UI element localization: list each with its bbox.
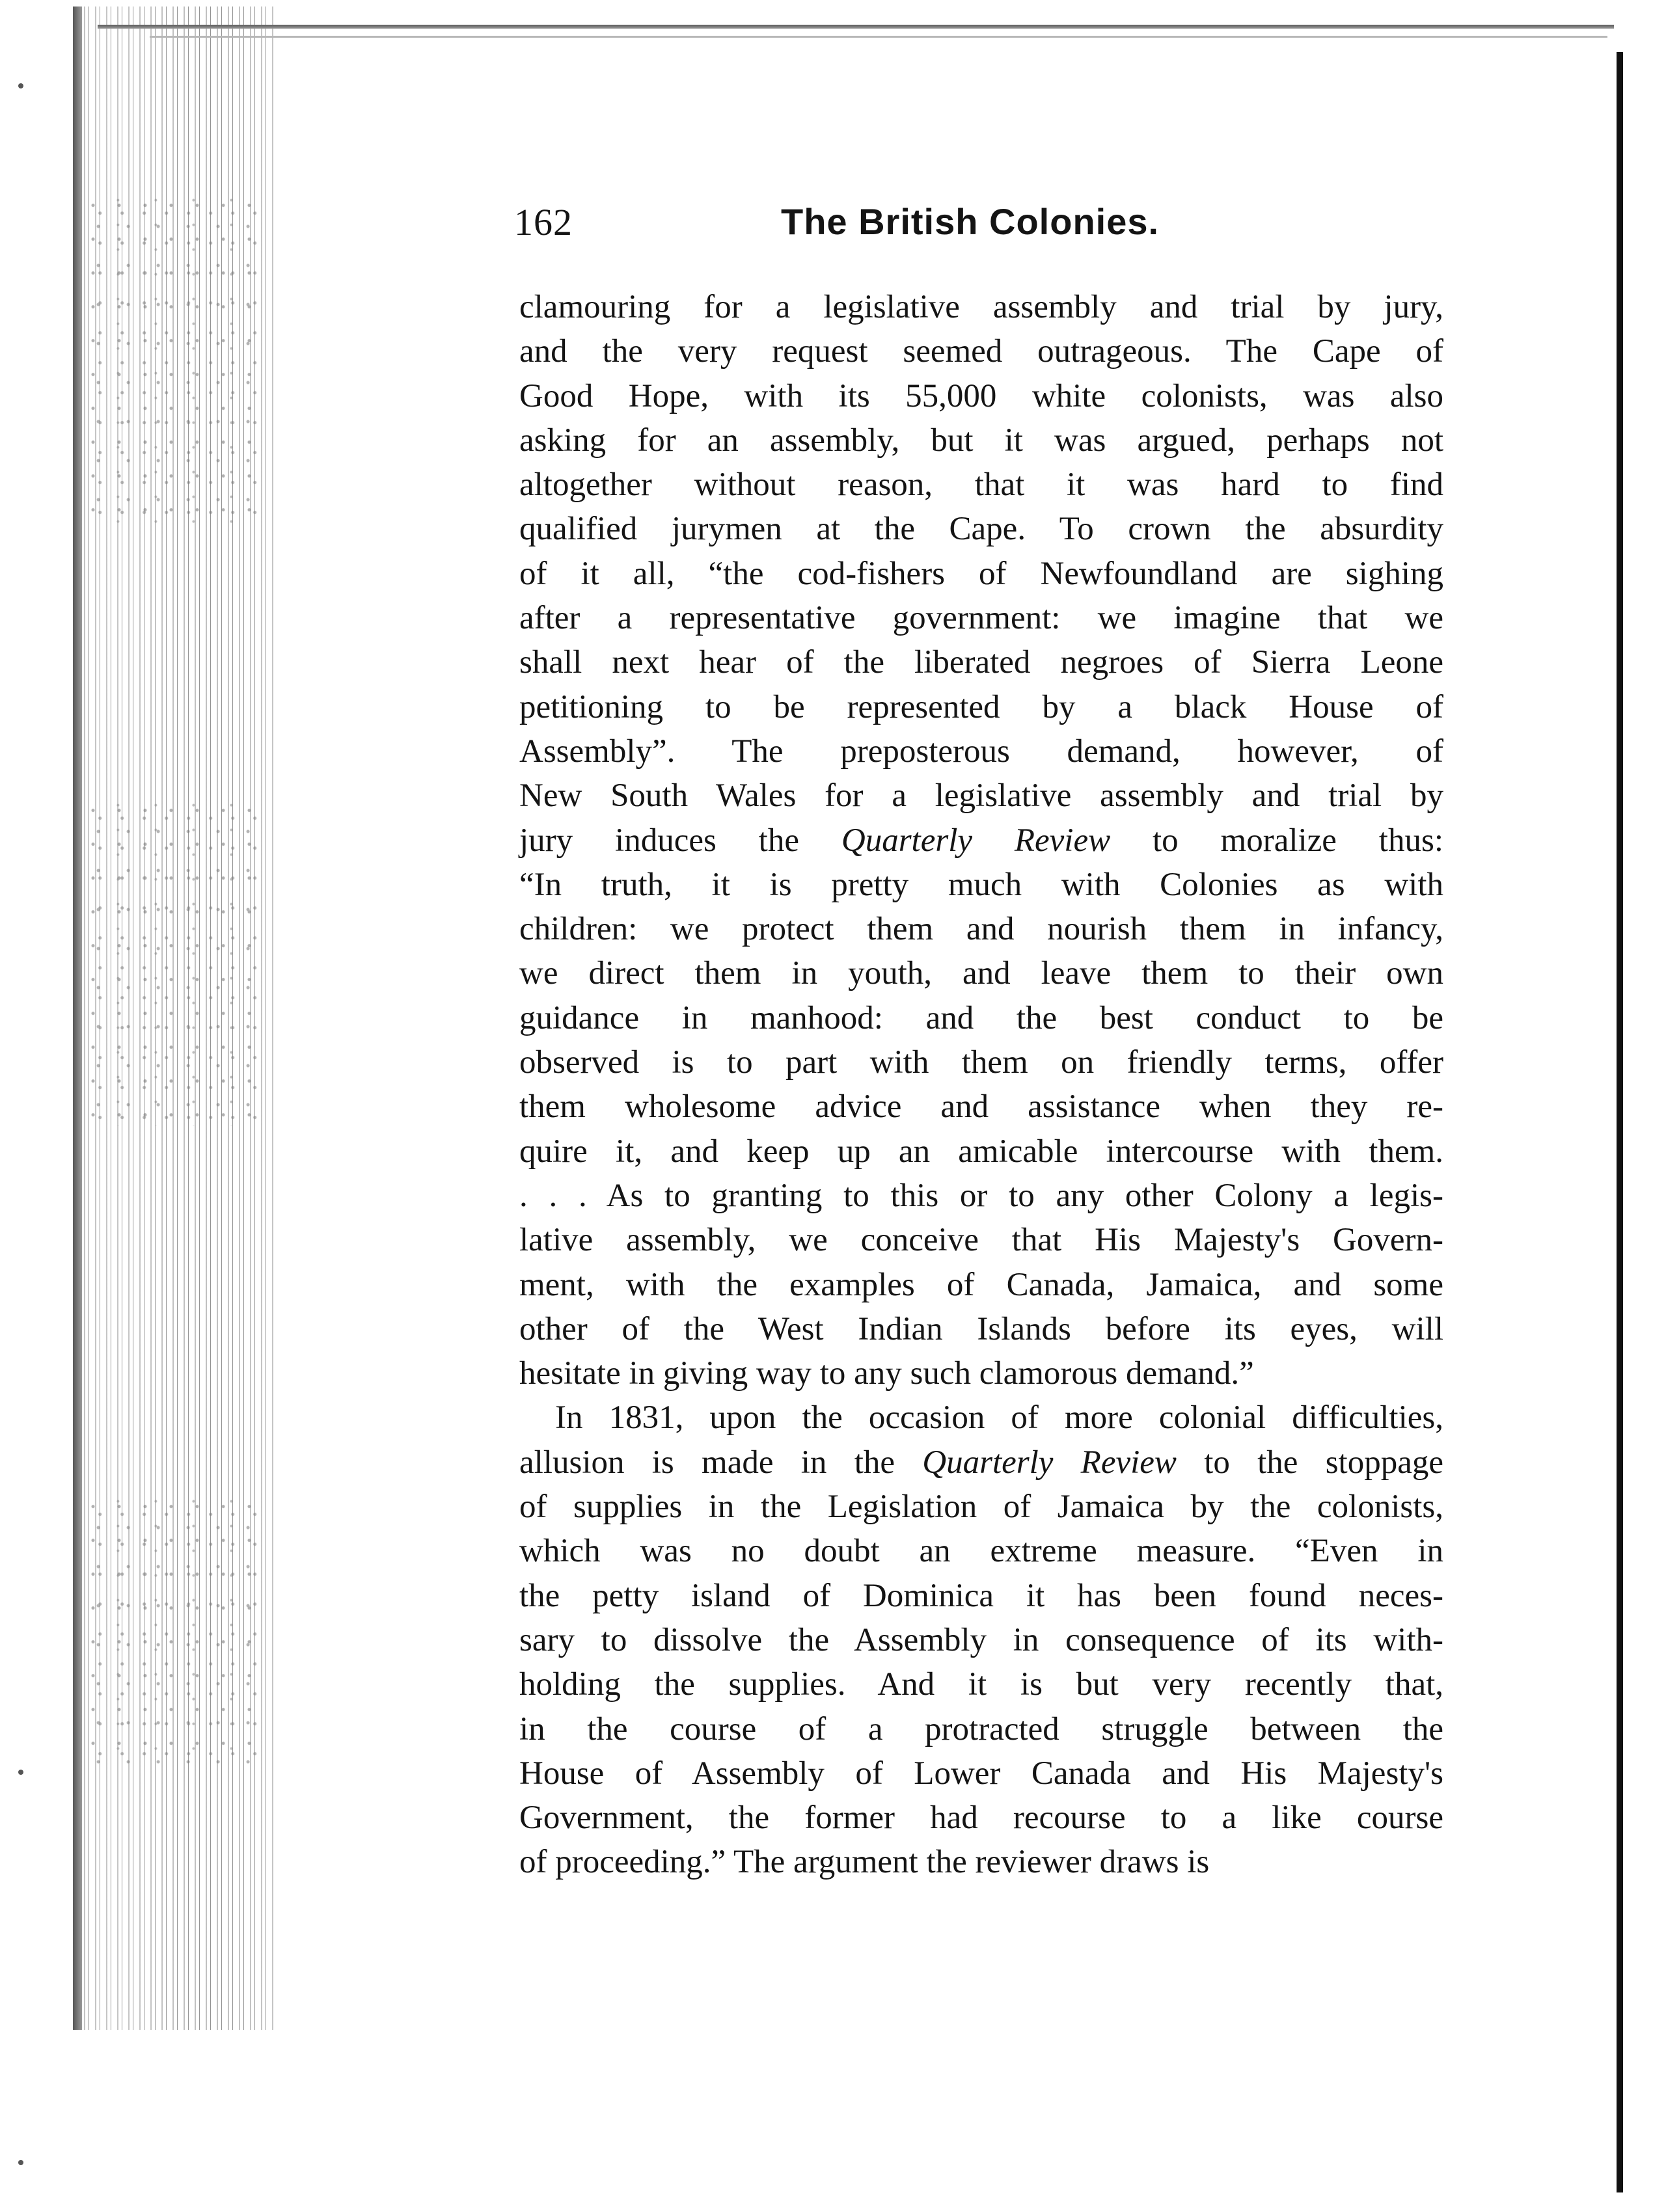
text-line: which was no doubt an extreme measure. “Even in — [519, 1533, 1443, 1570]
text-line: quire it, and keep up an amicable intercourse with them. — [519, 1133, 1443, 1170]
body-text — [519, 285, 1443, 1885]
text-line: of proceeding.” The argument the reviewer draws is — [519, 1844, 1210, 1881]
text-line: shall next hear of the liberated negroes of Sierra Leone — [519, 644, 1443, 681]
scan-speck — [18, 83, 23, 88]
page-top-edge — [98, 25, 1614, 29]
text-line: hesitate in giving way to any such clamorous demand.” — [519, 1355, 1254, 1392]
text-line: Assembly”. The preposterous demand, however, of — [519, 733, 1443, 770]
text-line: asking for an assembly, but it was argued, perhaps not — [519, 422, 1443, 459]
scan-speck — [18, 2160, 23, 2165]
text-line: children: we protect them and nourish them in infancy, — [519, 911, 1443, 948]
text-line: we direct them in youth, and leave them to their own — [519, 955, 1443, 992]
text-line: clamouring for a legislative assembly and trial by jury, — [519, 289, 1443, 325]
text-line: and the very request seemed outrageous. The Cape of — [519, 333, 1443, 370]
text-line: them wholesome advice and assistance when they re- — [519, 1088, 1443, 1126]
page-number: 162 — [514, 201, 573, 243]
text-line: ment, with the examples of Canada, Jamaica, and some — [519, 1266, 1443, 1303]
show-through-marks — [88, 800, 264, 1126]
text-line: guidance in manhood: and the best conduct to be — [519, 999, 1443, 1036]
text-line: lative assembly, we conceive that His Majesty's Govern- — [519, 1222, 1443, 1259]
italic-title: Quarterly Review — [922, 1444, 1177, 1481]
running-head — [514, 200, 1217, 259]
text-line: altogether without reason, that it was hard to find — [519, 466, 1443, 504]
scan-speck — [18, 1770, 23, 1775]
text-line: Good Hope, with its 55,000 white colonists, was also — [519, 377, 1443, 414]
text-line: . . . As to granting to this or to any other Colony a legis- — [519, 1177, 1443, 1214]
page-right-edge — [1617, 52, 1623, 2192]
text-line: In 1831, upon the occasion of more colonial difficulties, — [555, 1399, 1443, 1436]
page-top-edge-inner — [150, 36, 1607, 38]
text-line — [519, 1440, 1443, 1485]
text-segment: to the stoppage — [1176, 1444, 1443, 1481]
text-line: of it all, “the cod-fishers of Newfoundland are sighing — [519, 555, 1443, 592]
text-line: petitioning to be represented by a black House of — [519, 688, 1443, 725]
text-line: other of the West Indian Islands before its eyes, will — [519, 1310, 1443, 1347]
text-line — [519, 818, 1443, 863]
text-line: after a representative government: we imagine that we — [519, 600, 1443, 637]
text-line: New South Wales for a legislative assembly and trial by — [519, 777, 1443, 815]
text-segment: allusion is made in the — [519, 1444, 923, 1481]
show-through-marks — [88, 1496, 264, 1770]
running-title: The British Colonies. — [781, 201, 1160, 242]
text-line: “In truth, it is pretty much with Colonies as with — [519, 866, 1443, 903]
text-line: the petty island of Dominica it has been found neces- — [519, 1577, 1443, 1614]
text-line: sary to dissolve the Assembly in consequence of its with- — [519, 1621, 1443, 1658]
italic-title: Quarterly Review — [841, 822, 1111, 859]
text-segment: to moralize thus: — [1110, 822, 1443, 859]
text-line: qualified jurymen at the Cape. To crown the absurdity — [519, 511, 1443, 548]
text-line: of supplies in the Legislation of Jamaica by the colonists, — [519, 1489, 1443, 1526]
show-through-marks — [88, 195, 264, 533]
text-line: in the course of a protracted struggle between the — [519, 1710, 1443, 1747]
text-line: holding the supplies. And it is but very recently that, — [519, 1666, 1443, 1703]
text-line: Government, the former had recourse to a like course — [519, 1800, 1443, 1837]
text-line: House of Assembly of Lower Canada and His Majesty's — [519, 1755, 1443, 1792]
text-line: observed is to part with them on friendly terms, offer — [519, 1044, 1443, 1081]
text-segment: jury induces the — [519, 822, 841, 859]
